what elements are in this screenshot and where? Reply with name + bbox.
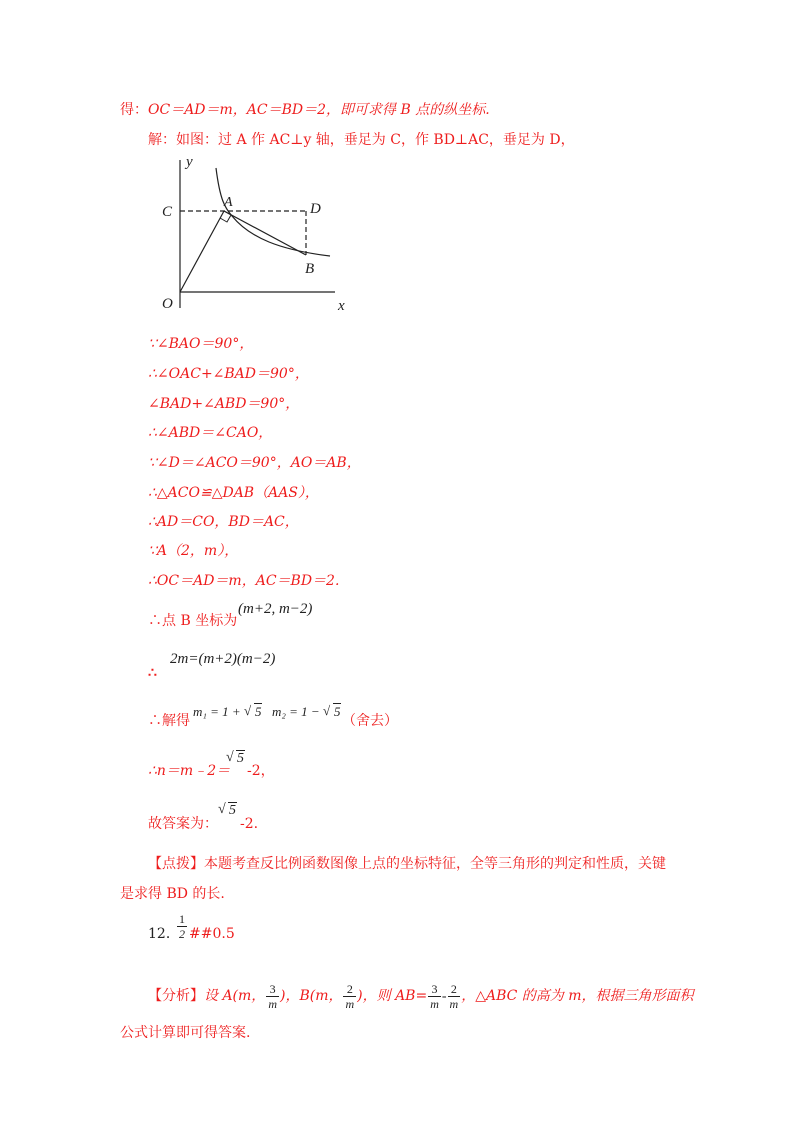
- segment-ab: [224, 211, 306, 255]
- f2-den: m: [345, 996, 355, 1011]
- f4-den: m: [449, 996, 459, 1011]
- m1-expression: m₁ = 1 +: [193, 704, 241, 719]
- f3-den: m: [430, 996, 439, 1011]
- tip-line-1: [148, 855, 666, 873]
- question-12-answer: ##0.5: [189, 926, 235, 942]
- m2-expression: m₂ = 1 −: [272, 704, 320, 719]
- point-a-label: A: [224, 195, 233, 210]
- n-value-text: ∴n＝m﹣2＝: [148, 763, 231, 779]
- solve-text: ∴解得: [148, 713, 190, 729]
- step-3: ∠BAD+∠ABD＝90°，: [148, 396, 300, 412]
- segment-oa: [180, 211, 224, 292]
- m1-sqrt: [244, 703, 263, 721]
- n-value-sqrt: [226, 750, 245, 768]
- frac-3-over-m-a: [266, 982, 279, 1011]
- solution-m1: [193, 703, 262, 721]
- analysis-t1: 设 A(m，: [204, 988, 266, 1004]
- answer-tail: -2.: [240, 816, 259, 832]
- step-6: ∴△ACO≌△DAB（AAS），: [148, 485, 319, 501]
- answer-sqrt: [218, 802, 237, 820]
- step-7: ∴AD＝CO，BD＝AC，: [148, 514, 299, 530]
- equation-therefore: ∴: [148, 665, 157, 681]
- step-8: ∵A（2，m），: [148, 543, 239, 559]
- step-4: ∴∠ABD＝∠CAO，: [148, 425, 273, 441]
- x-axis-label: x: [338, 298, 345, 314]
- f4-num: 2: [450, 981, 457, 996]
- step-2: ∴∠OAC+∠BAD＝90°，: [148, 366, 309, 382]
- analysis-t2: )，B(m，: [279, 988, 343, 1004]
- y-axis-label: y: [186, 154, 193, 170]
- b-coordinate-line: [148, 612, 237, 630]
- solution-setup-line: [148, 131, 575, 149]
- question-12-number: 12．: [148, 926, 180, 942]
- analysis-label: 【分析】: [148, 988, 204, 1004]
- answer-text: 故答案为：: [148, 816, 218, 832]
- point-b-label: B: [305, 261, 315, 277]
- analysis-t3: )，则 AB=: [357, 988, 428, 1004]
- point-c-label: C: [162, 204, 173, 220]
- n-sqrt: [226, 750, 245, 768]
- m2-radicand: 5: [333, 704, 341, 719]
- analysis-t5: ，△ABC 的高为 m，根据三角形面积: [461, 988, 694, 1004]
- analysis-line-2: 公式计算即可得答案.: [120, 1025, 251, 1041]
- f2-num: 2: [346, 981, 353, 996]
- answer-radicand: 5: [229, 803, 236, 818]
- tip-text-1: 本题考查反比例函数图像上点的坐标特征，全等三角形的判定和性质，关键: [204, 856, 666, 872]
- f1-num: 3: [269, 981, 276, 996]
- n-radicand: 5: [237, 751, 244, 766]
- m2-sqrt: [323, 703, 342, 721]
- step-5: ∵∠D＝∠ACO＝90°，AO＝AB，: [148, 455, 361, 471]
- analysis-minus: -: [441, 989, 447, 1004]
- f3-num: 3: [431, 981, 438, 996]
- frac-2-over-m-d: [448, 982, 461, 1011]
- frac-2-over-m-b: [343, 982, 356, 1011]
- b-coordinate-formula: (m+2, m−2): [238, 601, 313, 617]
- b-coordinate-text: ∴点 B 坐标为: [148, 613, 238, 629]
- analysis-line-1: [148, 976, 694, 1017]
- intro-prefix: 得：: [120, 102, 148, 118]
- f1-den: m: [268, 996, 277, 1011]
- step-1: ∵∠BAO＝90°，: [148, 336, 254, 352]
- q12-frac-den: 2: [179, 927, 185, 941]
- tip-label: 【点拨】: [148, 856, 204, 872]
- point-o-label: O: [162, 296, 173, 312]
- discard-note: （舍去）: [342, 713, 398, 729]
- coordinate-figure: [150, 150, 360, 320]
- frac-3-over-m-c: [428, 982, 441, 1011]
- question-12-fraction: [176, 912, 188, 941]
- tip-line-2: 是求得 BD 的长.: [120, 886, 225, 902]
- q12-frac-num: 1: [179, 912, 185, 926]
- intro-text: OC＝AD＝m，AC＝BD＝2，即可求得 B 点的纵坐标.: [148, 102, 490, 118]
- m1-radicand: 5: [254, 704, 262, 719]
- equation-formula: 2m=(m+2)(m−2): [170, 651, 276, 667]
- step-9: ∴OC＝AD＝m，AC＝BD＝2.: [148, 573, 340, 589]
- solution-m2: [272, 703, 341, 721]
- point-d-label: D: [310, 201, 321, 217]
- answer-sqrt-symbol: [218, 802, 237, 820]
- solution-intro-line: [120, 101, 490, 119]
- n-value-tail: -2，: [247, 763, 275, 779]
- setup-text: 解：如图：过 A 作 AC⊥y 轴，垂足为 C，作 BD⊥AC，垂足为 D，: [148, 132, 575, 148]
